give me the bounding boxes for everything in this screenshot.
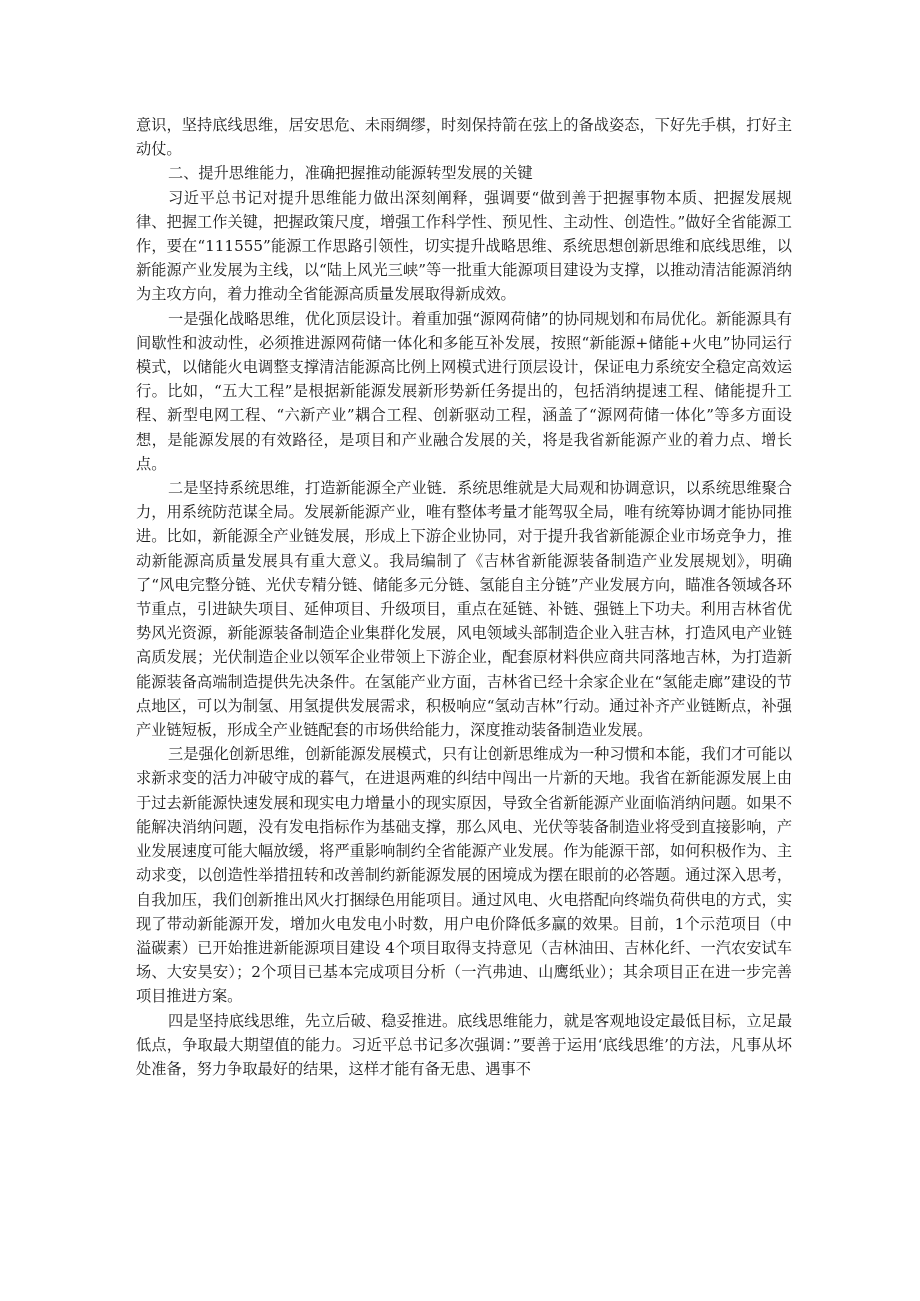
paragraph-continuation: 意识，坚持底线思维，居安思危、未雨绸缪，时刻保持箭在弦上的备战姿态，下好先手棋，打好主动仗。: [136, 116, 792, 159]
paragraph-intro: 习近平总书记对提升思维能力做出深刻阐释，强调要“做到善于把握事物本质、把握发展规律、把握工作关键，把握政策尺度，增强工作科学性、预见性、主动性、创造性。”做好全省能源工作，要在“111555”能源工作思路引领性，切实提升战略思维、系统思想创新思维和底线思维，以新能源产业发展为主线，以“陆上风光三峡”等一批重大能源项目建设为支撑，以推动清洁能源消纳为主攻方向，着力推动全省能源高质量发展取得新成效。: [136, 188, 792, 304]
paragraph-strategic-thinking: 一是强化战略思维，优化顶层设计。着重加强“源网荷储”的协同规划和布局优化。新能源具有间歇性和波动性，必须推进源网荷储一体化和多能互补发展，按照“新能源+储能+火电”协同运行模式，以储能火电调整支撑清洁能源高比例上网模式进行顶层设计，保证电力系统安全稳定高效运行。比如，“五大工程”是根据新能源发展新形势新任务提出的，包括消纳提速工程、储能提升工程、新型电网工程、“六新产业”耦合工程、创新驱动工程，涵盖了“源网荷储一体化”等多方面设想，是能源发展的有效路径，是项目和产业融合发展的关，将是我省新能源产业的着力点、增长点。: [136, 309, 792, 473]
paragraph-innovative-thinking: 三是强化创新思维，创新能源发展模式，只有让创新思维成为一种习惯和本能，我们才可能以求新求变的活力冲破守成的暮气，在进退两难的纠结中闯出一片新的天地。我省在新能源发展上由于过去新能源快速发展和现实电力增量小的现实原因，导致全省新能源产业面临消纳问题。如果不能解决消纳问题，没有发电指标作为基础支撑，那么风电、光伏等装备制造业将受到直接影响，产业发展速度可能大幅放缓，将严重影响制约全省能源产业发展。作为能源干部，如何积极作为、主动求变，以创造性举措扭转和改善制约新能源发展的困境成为摆在眼前的必答题。通过深入思考，自我加压，我们创新推出风火打捆绿色用能项目。通过风电、火电搭配向终端负荷供电的方式，实现了带动新能源开发，增加火电发电小时数，用户电价降低多赢的效果。目前，1个示范项目（中溢碳素）已开始推进新能源项目建设 4个项目取得支持意见（吉林油田、吉林化纤、一汽农安试车场、大安昊安）；2个项目已基本完成项目分析（一汽弗迪、山鹰纸业）；其余项目正在进一步完善项目推进方案。: [136, 745, 792, 1006]
paragraph-bottom-line-thinking: 四是坚持底线思维，先立后破、稳妥推进。底线思维能力，就是客观地设定最低目标，立足最低点，争取最大期望值的能力。习近平总书记多次强调：”要善于运用‘底线思维’的方法，凡事从坏处准备，努力争取最好的结果，这样才能有备无患、遇事不: [136, 1011, 792, 1078]
section-heading: 二、提升思维能力，准确把握推动能源转型发展的关键: [168, 164, 533, 183]
paragraph-systems-thinking: 二是坚持系统思维，打造新能源全产业链．系统思维就是大局观和协调意识，以系统思维聚合力，用系统防范谋全局。发展新能源产业，唯有整体考量才能驾驭全局，唯有统筹协调才能协同推进。比如，新能源全产业链发展，形成上下游企业协同，对于提升我省新能源企业市场竞争力，推动新能源高质量发展具有重大意义。我局编制了《吉林省新能源装备制造产业发展规划》，明确了“风电完整分链、光伏专精分链、储能多元分链、氢能自主分链”产业发展方向，瞄准各领域各环节重点，引进缺失项目、延伸项目、升级项目，重点在延链、补链、强链上下功夫。利用吉林省优势风光资源，新能源装备制造企业集群化发展，风电领域头部制造企业入驻吉林，打造风电产业链高质发展；光伏制造企业以领军企业带领上下游企业，配套原材料供应商共同落地吉林，为打造新能源装备高端制造提供先决条件。在氢能产业方面，吉林省已经十余家企业在“氢能走廊”建设的节点地区，可以为制氢、用氢提供发展需求，积极响应“氢动吉林”行动。通过补齐产业链断点，补强产业链短板，形成全产业链配套的市场供给能力，深度推动装备制造业发展。: [136, 479, 792, 740]
document-body: [136, 113, 792, 1081]
